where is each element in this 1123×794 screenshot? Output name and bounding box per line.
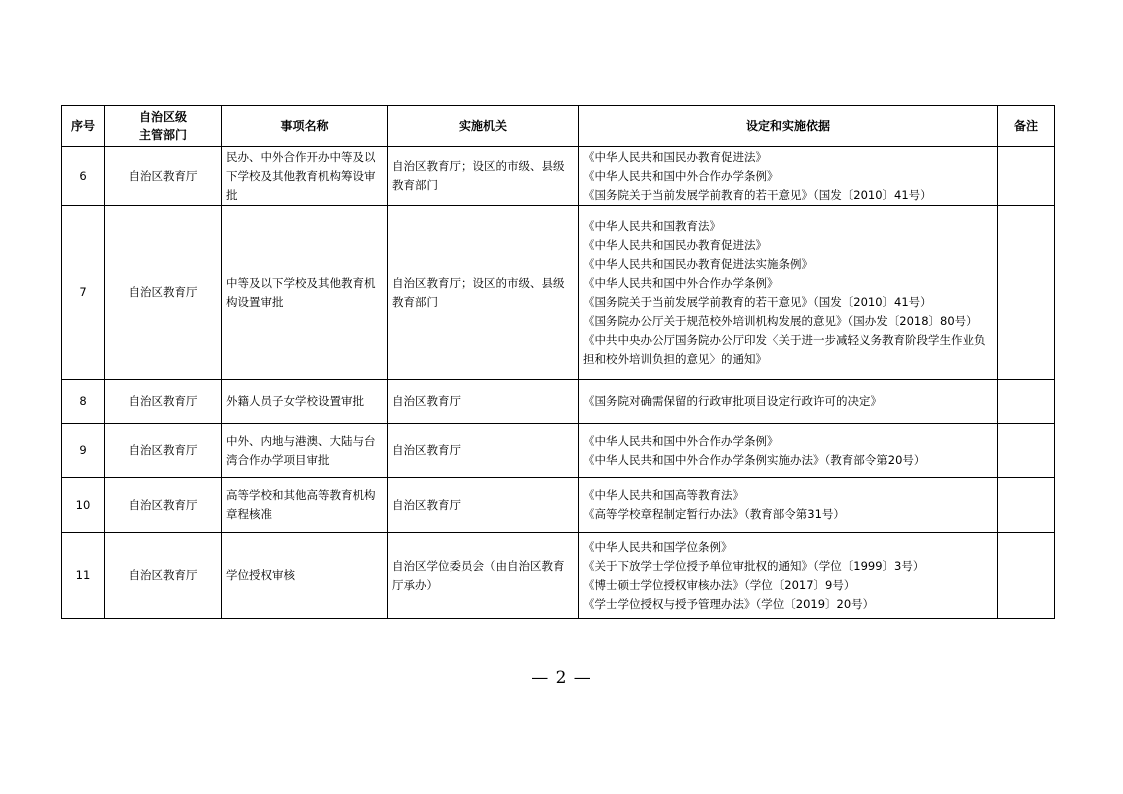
row-seq: 11 bbox=[62, 533, 105, 619]
header-seq: 序号 bbox=[62, 106, 105, 147]
header-note: 备注 bbox=[998, 106, 1055, 147]
basis-line: 《国务院关于当前发展学前教育的若干意见》（国发〔2010〕41号） bbox=[583, 294, 932, 309]
table-row bbox=[62, 424, 1055, 478]
row-implementing-org: 自治区教育厅 bbox=[388, 424, 579, 478]
basis-line: 《中华人民共和国民办教育促进法》 bbox=[583, 237, 767, 252]
row-basis bbox=[579, 206, 998, 380]
basis-line: 《中华人民共和国民办教育促进法实施条例》 bbox=[583, 256, 813, 271]
row-note bbox=[998, 424, 1055, 478]
basis-line: 《国务院对确需保留的行政审批项目设定行政许可的决定》 bbox=[583, 394, 882, 408]
basis-line: 《高等学校章程制定暂行办法》（教育部令第31号） bbox=[583, 507, 845, 521]
basis-line: 《学士学位授权与授予管理办法》（学位〔2019〕20号） bbox=[583, 596, 875, 611]
row-dept: 自治区教育厅 bbox=[105, 478, 222, 533]
row-item-name: 中外、内地与港澳、大陆与台湾合作办学项目审批 bbox=[222, 424, 388, 478]
basis-line: 《中共中央办公厅国务院办公厅印发〈关于进一步减轻义务教育阶段学生作业负担和校外培训负担的意见〉的通知》 bbox=[583, 332, 986, 366]
basis-line: 《中华人民共和国中外合作办学条例》 bbox=[583, 275, 779, 290]
table-header-row bbox=[62, 106, 1055, 147]
row-note bbox=[998, 380, 1055, 424]
header-org: 实施机关 bbox=[388, 106, 579, 147]
basis-line: 《国务院办公厅关于规范校外培训机构发展的意见》（国办发〔2018〕80号） bbox=[583, 313, 978, 328]
row-implementing-org: 自治区学位委员会（由自治区教育厅承办） bbox=[388, 533, 579, 619]
basis-line: 《中华人民共和国民办教育促进法》 bbox=[583, 149, 767, 164]
row-implementing-org: 自治区教育厅 bbox=[388, 380, 579, 424]
row-basis bbox=[579, 478, 998, 533]
row-implementing-org: 自治区教育厅；设区的市级、县级教育部门 bbox=[388, 206, 579, 380]
row-implementing-org: 自治区教育厅；设区的市级、县级教育部门 bbox=[388, 147, 579, 206]
row-seq: 10 bbox=[62, 478, 105, 533]
basis-line: 《中华人民共和国中外合作办学条例》 bbox=[583, 433, 779, 448]
row-dept: 自治区教育厅 bbox=[105, 147, 222, 206]
row-item-name: 民办、中外合作开办中等及以下学校及其他教育机构筹设审批 bbox=[222, 147, 388, 206]
row-dept: 自治区教育厅 bbox=[105, 380, 222, 424]
basis-line: 《中华人民共和国高等教育法》 bbox=[583, 488, 744, 502]
row-item-name: 学位授权审核 bbox=[222, 533, 388, 619]
table-row bbox=[62, 206, 1055, 380]
row-item-name: 高等学校和其他高等教育机构章程核准 bbox=[222, 478, 388, 533]
row-seq: 7 bbox=[62, 206, 105, 380]
row-dept: 自治区教育厅 bbox=[105, 206, 222, 380]
basis-line: 《中华人民共和国中外合作办学条例》 bbox=[583, 168, 779, 183]
header-name: 事项名称 bbox=[222, 106, 388, 147]
row-basis bbox=[579, 380, 998, 424]
header-dept bbox=[105, 106, 222, 147]
row-dept: 自治区教育厅 bbox=[105, 424, 222, 478]
table-row bbox=[62, 380, 1055, 424]
basis-line: 《中华人民共和国学位条例》 bbox=[583, 539, 733, 554]
header-dept-line1: 自治区级 bbox=[138, 110, 187, 124]
page-number: — 2 — bbox=[531, 668, 592, 688]
row-seq: 8 bbox=[62, 380, 105, 424]
basis-line: 《中华人民共和国教育法》 bbox=[583, 218, 721, 233]
header-dept-line2: 主管部门 bbox=[138, 128, 187, 142]
basis-line: 《博士硕士学位授权审核办法》（学位〔2017〕9号） bbox=[583, 577, 856, 592]
row-note bbox=[998, 147, 1055, 206]
row-dept: 自治区教育厅 bbox=[105, 533, 222, 619]
header-basis: 设定和实施依据 bbox=[579, 106, 998, 147]
basis-line: 《中华人民共和国中外合作办学条例实施办法》（教育部令第20号） bbox=[583, 452, 926, 467]
row-note bbox=[998, 206, 1055, 380]
row-seq: 6 bbox=[62, 147, 105, 206]
row-item-name: 外籍人员子女学校设置审批 bbox=[222, 380, 388, 424]
basis-line: 《关于下放学士学位授予单位审批权的通知》（学位〔1999〕3号） bbox=[583, 558, 925, 573]
row-item-name: 中等及以下学校及其他教育机构设置审批 bbox=[222, 206, 388, 380]
table-row bbox=[62, 478, 1055, 533]
items-table bbox=[61, 105, 1055, 619]
row-basis bbox=[579, 424, 998, 478]
row-note bbox=[998, 533, 1055, 619]
table-row bbox=[62, 147, 1055, 206]
row-note bbox=[998, 478, 1055, 533]
row-implementing-org: 自治区教育厅 bbox=[388, 478, 579, 533]
row-basis bbox=[579, 147, 998, 206]
basis-line: 《国务院关于当前发展学前教育的若干意见》（国发〔2010〕41号） bbox=[583, 187, 932, 202]
row-basis bbox=[579, 533, 998, 619]
table-row bbox=[62, 533, 1055, 619]
row-seq: 9 bbox=[62, 424, 105, 478]
